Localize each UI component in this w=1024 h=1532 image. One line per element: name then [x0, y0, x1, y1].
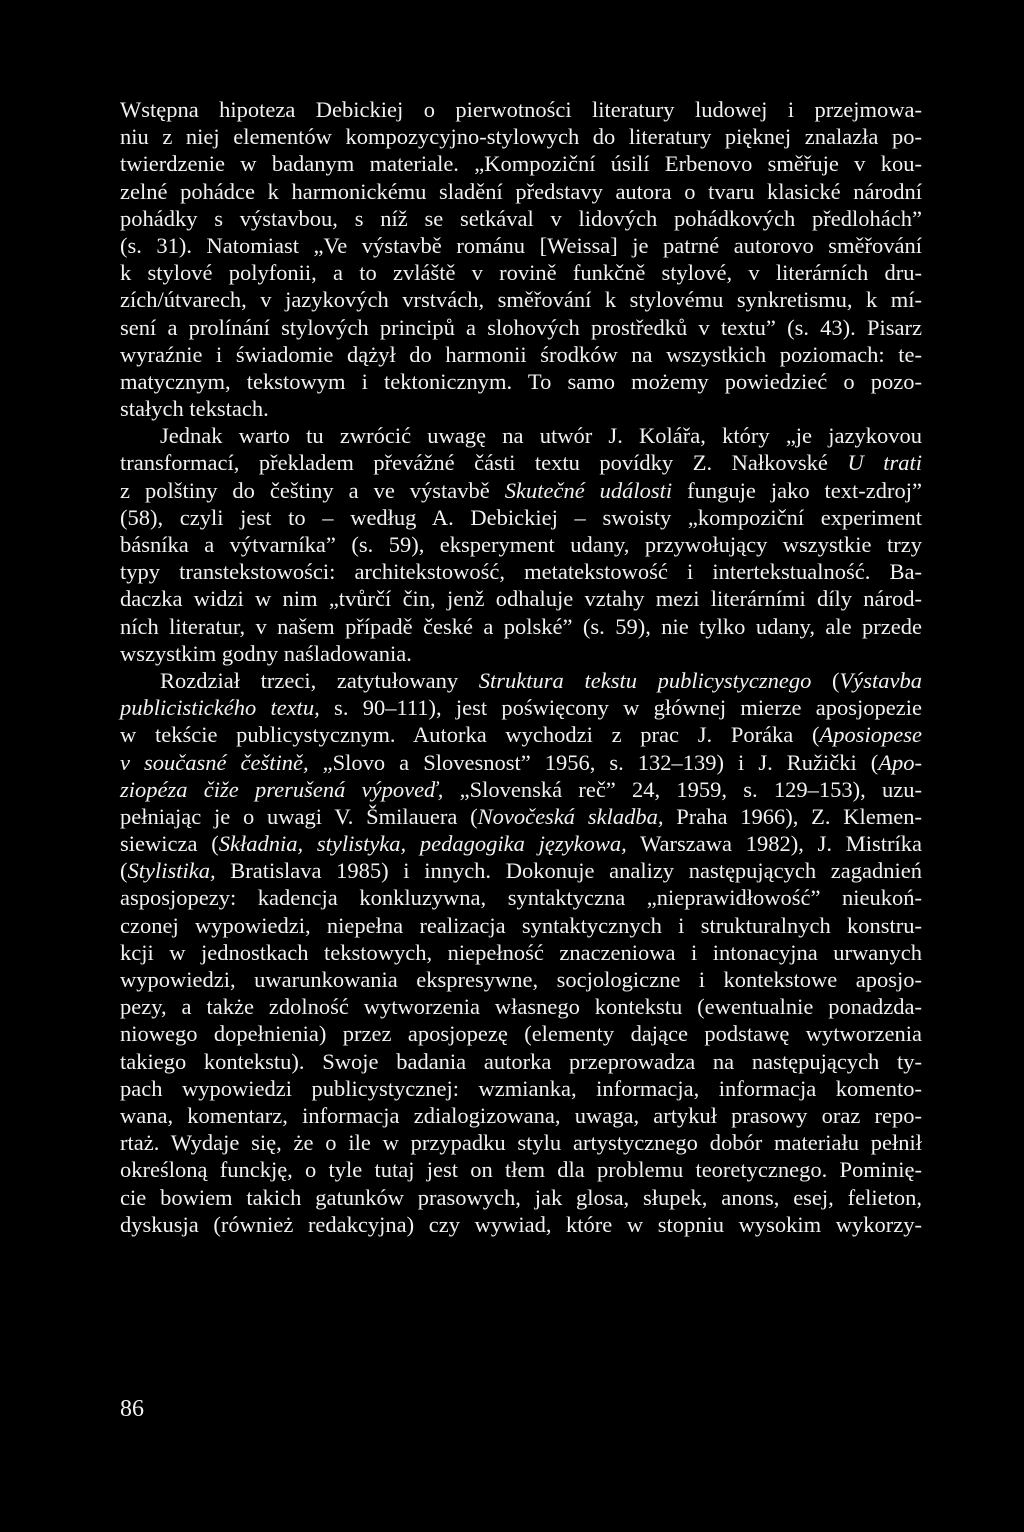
text-line	[120, 585, 922, 612]
text-segment: k stylové polyfonii, a to zvláště v rovině funkčně stylové, v literárních dru-	[120, 260, 922, 286]
text-segment: s. 90–111), jest poświęcony w głównej mierze aposjopezie	[319, 695, 922, 721]
italic-segment: Aposiopese	[819, 722, 922, 748]
text-segment: Jednak warto tu zwrócić uwagę na utwór J. Kolářa, który „je jazykovou	[160, 423, 922, 449]
text-segment: w tekście publicystycznym. Autorka wychodzi z prac J. Poráka (	[120, 722, 820, 748]
text-line	[120, 694, 922, 721]
text-line	[120, 884, 922, 911]
text-segment: matycznym, tekstowym i tektonicznym. To samo możemy powiedzieć o pozo-	[120, 368, 922, 394]
text-line	[120, 803, 922, 830]
italic-segment: Skutečné události	[504, 477, 673, 503]
text-line	[120, 1156, 922, 1183]
italic-segment: Apo-	[878, 749, 922, 775]
text-line	[120, 205, 922, 232]
text-segment: (	[811, 667, 840, 693]
italic-segment: Výstavba	[839, 667, 922, 693]
text-line	[120, 613, 922, 640]
text-line	[120, 150, 922, 177]
italic-segment: ziopéza čiže prerušená výpoveď,	[120, 776, 444, 802]
text-segment: ních literatur, v našem případě české a polské” (s. 59), nie tylko udany, ale przede	[120, 613, 922, 639]
text-line	[120, 422, 922, 449]
text-segment: twierdzenie w badanym materiale. „Kompoziční úsilí Erbenovo směřuje v kou-	[120, 151, 922, 177]
text-segment: (58), czyli jest to – według A. Debickiej – swoisty „kompoziční experiment	[120, 504, 922, 530]
text-segment: Bratislava 1985) i innych. Dokonuje analizy następujących zagadnień	[215, 858, 922, 884]
text-line	[120, 1020, 922, 1047]
text-segment: dyskusja (również redakcyjna) czy wywiad, które w stopniu wysokim wykorzy-	[120, 1211, 922, 1237]
text-line	[120, 993, 922, 1020]
text-line	[120, 776, 922, 803]
text-line	[120, 1129, 922, 1156]
text-segment: funguje jako text-zdroj”	[672, 477, 922, 503]
text-segment: asposjopezy: kadencja konkluzywna, syntaktyczna „nieprawidłowość” nieukoń-	[120, 885, 922, 911]
text-segment: pach wypowiedzi publicystycznej: wzmianka, informacja, informacja komento-	[120, 1075, 922, 1101]
text-segment: wana, komentarz, informacja zdialogizowana, uwaga, artykuł prasowy oraz repo-	[120, 1102, 922, 1128]
text-line	[120, 830, 922, 857]
text-line	[120, 368, 922, 395]
italic-segment: Struktura tekstu publicystycznego	[478, 667, 812, 693]
text-segment: daczka widzi w nim „tvůrčí čin, jenž odhaluje vztahy mezi literárními díly národ-	[120, 586, 922, 612]
text-segment: określoną funckję, o tyle tutaj jest on tłem dla problemu teoretycznego. Pominię-	[120, 1157, 922, 1183]
text-line	[120, 966, 922, 993]
text-segment: „Slovo a Slovesnost” 1956, s. 132–139) i J. Ružički (	[308, 749, 879, 775]
text-segment: „Slovenská reč” 24, 1959, s. 129–153), uzu-	[443, 776, 922, 802]
text-line	[120, 1102, 922, 1129]
italic-segment: publicistického textu,	[120, 695, 320, 721]
text-segment: Praha 1966), Z. Klemen-	[663, 803, 922, 829]
text-segment: rtaż. Wydaje się, że o ile w przypadku stylu artystycznego dobór materiału pełnił	[120, 1130, 922, 1156]
text-line	[120, 395, 922, 422]
text-segment: básníka a výtvarníka” (s. 59), eksperyment udany, przywołujący wszystkie trzy	[120, 532, 922, 557]
text-segment: czonej wypowiedzi, niepełna realizacja syntaktycznych i strukturalnych konstru-	[120, 912, 922, 938]
text-segment: niowego dopełnienia) przez aposjopezę (elementy dające podstawę wytworzenia	[120, 1021, 922, 1047]
text-segment: niu z niej elementów kompozycyjno-stylowych do literatury pięknej znalazła po-	[120, 124, 922, 150]
italic-segment: v současné češtině,	[120, 749, 309, 775]
italic-segment: Stylistika,	[127, 858, 216, 884]
text-segment: wyraźnie i świadomie dążył do harmonii środków na wszystkich poziomach: te-	[120, 341, 922, 367]
text-line	[120, 749, 922, 776]
text-line	[120, 178, 922, 205]
text-segment: (	[120, 858, 128, 884]
text-segment: zích/útvarech, v jazykových vrstvách, směřování k stylovému synkretismu, k mí-	[120, 287, 922, 313]
text-line	[120, 912, 922, 939]
text-line	[120, 286, 922, 313]
text-segment: (s. 31). Natomiast „Ve výstavbě románu [Weissa] je patrné autorovo směřování	[120, 232, 922, 258]
text-line	[120, 721, 922, 748]
italic-segment: U trati	[847, 450, 922, 476]
text-segment: wszystkim godny naśladowania.	[120, 640, 412, 666]
text-segment: wypowiedzi, uwarunkowania ekspresywne, socjologiczne i kontekstowe aposjo-	[120, 967, 922, 992]
text-line	[120, 1048, 922, 1075]
text-segment: siewicza (	[120, 831, 219, 857]
text-line	[120, 314, 922, 341]
text-line	[120, 857, 922, 884]
text-segment: Wstępna hipoteza Debickiej o pierwotności literatury ludowej i przejmowa-	[120, 97, 922, 122]
text-line	[120, 1075, 922, 1102]
text-line	[120, 259, 922, 286]
text-segment: transformací, překladem převážné části textu povídky Z. Nałkovské	[120, 450, 848, 476]
text-line	[120, 1211, 922, 1238]
text-segment: Warszawa 1982), J. Mistríka	[626, 831, 922, 857]
text-segment: typy transtekstowości: architekstowość, metatekstowość i intertekstualność. Ba-	[120, 559, 922, 585]
body-text	[120, 96, 922, 1238]
text-line	[120, 939, 922, 966]
text-segment: Rozdział trzeci, zatytułowany	[160, 667, 479, 693]
text-segment: pezy, a także zdolność wytworzenia własnego kontekstu (ewentualnie ponadzda-	[120, 994, 922, 1020]
text-line	[120, 558, 922, 585]
text-segment: pełniając je o uwagi V. Šmilauera (	[120, 803, 478, 829]
text-line	[120, 504, 922, 531]
text-line	[120, 1184, 922, 1211]
text-line	[120, 232, 922, 259]
text-line	[120, 341, 922, 368]
text-line	[120, 449, 922, 476]
text-segment: cie bowiem takich gatunków prasowych, jak glosa, słupek, anons, esej, felieton,	[120, 1184, 922, 1210]
text-segment: zelné pohádce k harmonickému sladění představy autora o tvaru klasické národní	[120, 178, 922, 204]
text-line	[120, 531, 922, 558]
text-segment: sení a prolínání stylových principů a slohových prostředků v textu” (s. 43). Pisarz	[120, 314, 922, 340]
italic-segment: Novočeská skladba,	[477, 803, 664, 829]
text-segment: kcji w jednostkach tekstowych, niepełność znaczeniowa i intonacyjna urwanych	[120, 939, 922, 965]
text-line	[120, 96, 922, 123]
text-line	[120, 667, 922, 694]
text-line	[120, 477, 922, 504]
text-segment: takiego kontekstu). Swoje badania autorka przeprowadza na następujących ty-	[120, 1048, 922, 1074]
page-number: 86	[120, 1396, 144, 1422]
text-segment: z polštiny do češtiny a ve výstavbě	[120, 477, 505, 503]
text-segment: stałych tekstach.	[120, 396, 269, 422]
text-line	[120, 640, 922, 667]
italic-segment: Składnia, stylistyka, pedagogika językowa,	[218, 831, 627, 857]
text-line	[120, 123, 922, 150]
text-segment: pohádky s výstavbou, s níž se setkával v lidových pohádkových předlohách”	[120, 205, 922, 231]
